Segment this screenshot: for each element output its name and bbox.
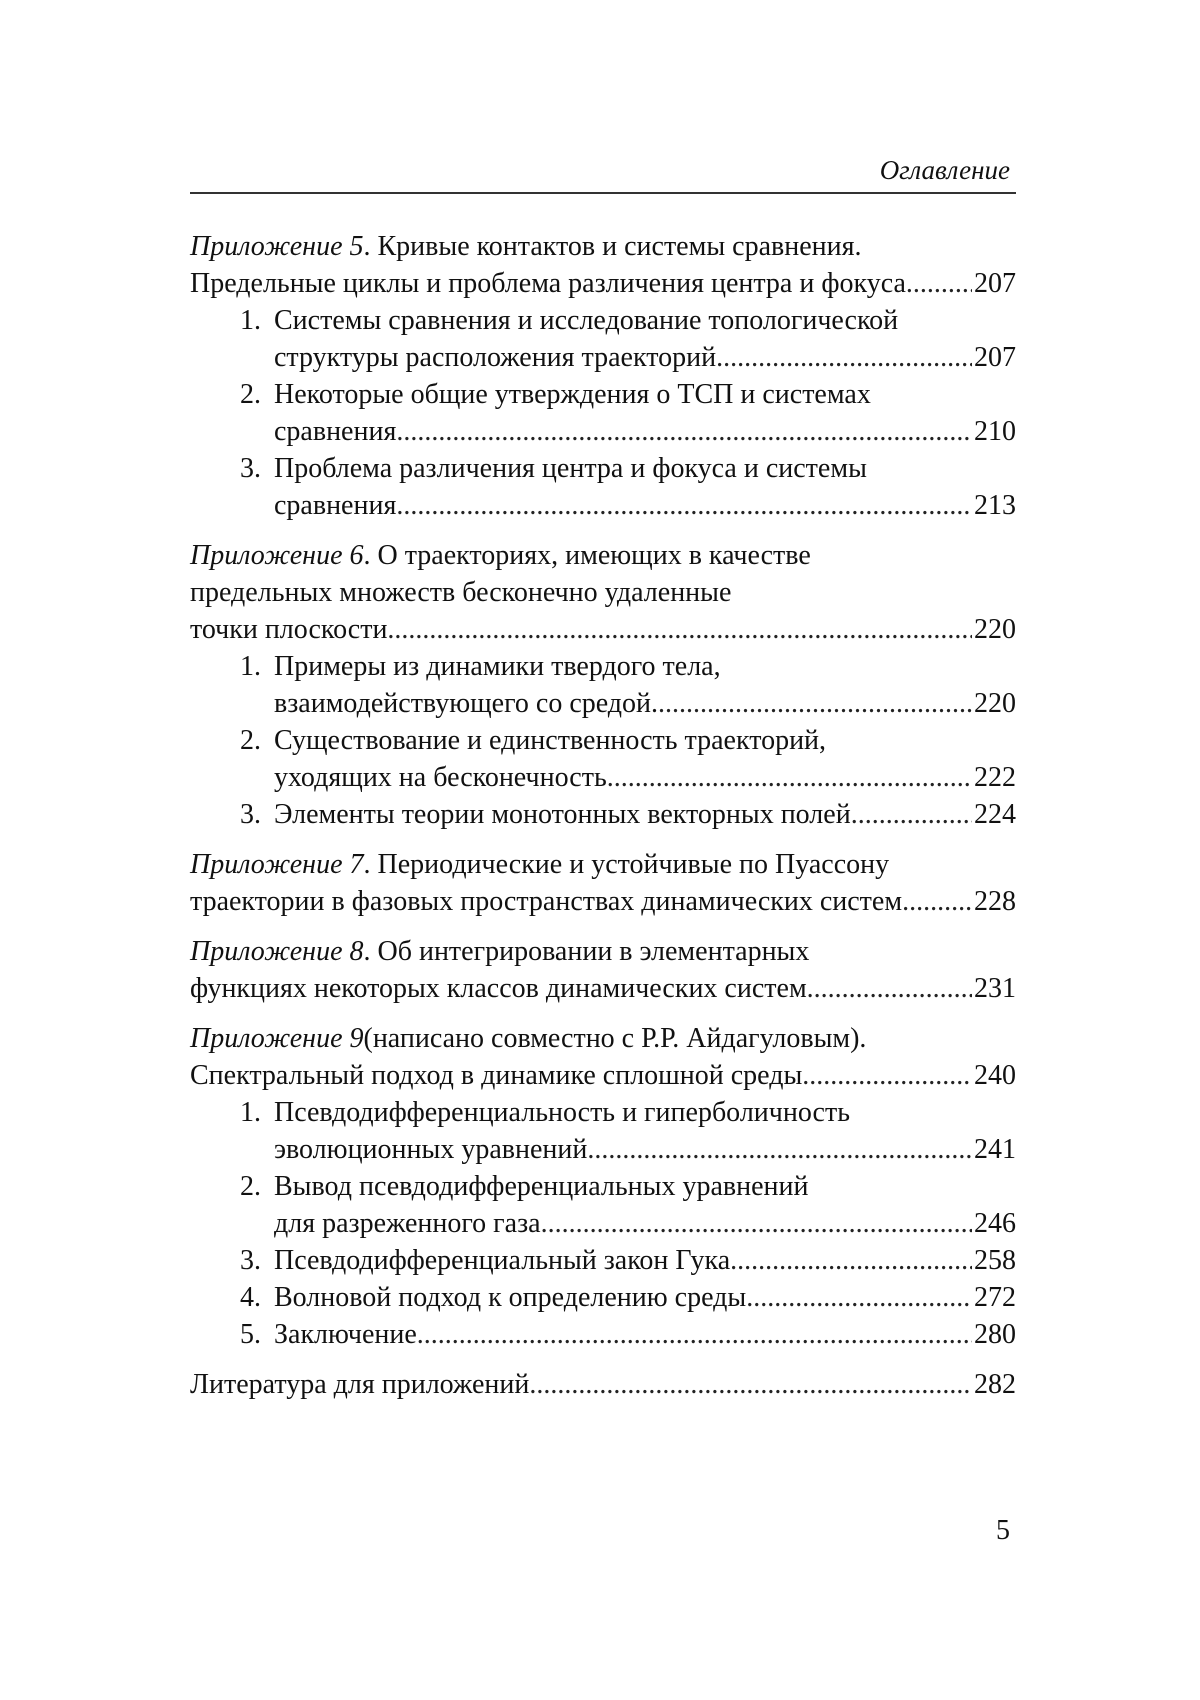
toc-section-appendix-7	[190, 846, 1016, 920]
item-title: Волновой подход к определению среды	[274, 1279, 746, 1316]
leader-dots	[902, 883, 972, 920]
page-ref[interactable]: 220	[972, 611, 1016, 648]
section-title: предельных множеств бесконечно удаленные	[190, 574, 731, 611]
item-title: Некоторые общие утверждения о ТСП и системах	[274, 376, 871, 413]
toc-section-appendix-5	[190, 228, 1016, 524]
leader-dots	[541, 1205, 972, 1242]
section-title: функциях некоторых классов динамических систем	[190, 970, 807, 1007]
page-ref[interactable]: 258	[972, 1242, 1016, 1279]
toc-item	[190, 450, 1016, 524]
page-ref[interactable]: 280	[972, 1316, 1016, 1353]
leader-dots	[906, 265, 972, 302]
page-ref[interactable]: 207	[972, 339, 1016, 376]
section-title: Спектральный подход в динамике сплошной среды	[190, 1057, 802, 1094]
page-ref[interactable]: 272	[972, 1279, 1016, 1316]
leader-dots	[730, 1242, 972, 1279]
leader-dots	[607, 759, 972, 796]
page-ref[interactable]: 282	[972, 1366, 1016, 1403]
leader-dots	[802, 1057, 972, 1094]
page-ref[interactable]: 228	[972, 883, 1016, 920]
page-ref[interactable]: 246	[972, 1205, 1016, 1242]
running-head: Оглавление	[190, 152, 1010, 188]
item-number: 3.	[240, 1242, 274, 1279]
page-ref[interactable]: 213	[972, 487, 1016, 524]
item-title: уходящих на бесконечность	[274, 759, 607, 796]
page-ref[interactable]: 224	[972, 796, 1016, 833]
item-title: структуры расположения траекторий	[274, 339, 716, 376]
item-title: эволюционных уравнений	[274, 1131, 587, 1168]
table-of-contents	[190, 228, 1016, 1416]
appendix-label: Приложение 6	[190, 537, 364, 574]
item-title: Примеры из динамики твердого тела,	[274, 648, 721, 685]
section-title: Литература для приложений	[190, 1366, 529, 1403]
page-number: 5	[996, 1513, 1010, 1549]
leader-dots	[417, 1316, 972, 1353]
section-title: . Периодические и устойчивые по Пуассону	[364, 846, 890, 883]
leader-dots	[396, 487, 972, 524]
appendix-label: Приложение 7	[190, 846, 364, 883]
item-title: Существование и единственность траекторий,	[274, 722, 826, 759]
page-ref[interactable]: 207	[972, 265, 1016, 302]
leader-dots	[851, 796, 972, 833]
section-title: Предельные циклы и проблема различения центра и фокуса	[190, 265, 906, 302]
section-title: траектории в фазовых пространствах динамических систем	[190, 883, 902, 920]
appendix-label: Приложение 9	[190, 1020, 364, 1057]
item-number: 3.	[240, 796, 274, 833]
toc-section-appendix-6	[190, 537, 1016, 833]
toc-item	[190, 648, 1016, 722]
appendix-label: Приложение 5	[190, 228, 364, 265]
item-number: 1.	[240, 302, 274, 339]
item-number: 1.	[240, 648, 274, 685]
item-number: 2.	[240, 1168, 274, 1205]
toc-item	[190, 1316, 1016, 1353]
toc-item	[190, 376, 1016, 450]
page-ref[interactable]: 241	[972, 1131, 1016, 1168]
item-number: 2.	[240, 722, 274, 759]
item-title: для разреженного газа	[274, 1205, 541, 1242]
item-title: Псевдодифференциальность и гиперболичность	[274, 1094, 850, 1131]
header-rule	[190, 192, 1016, 194]
item-title: сравнения	[274, 487, 396, 524]
toc-section-appendix-8	[190, 933, 1016, 1007]
item-title: Заключение	[274, 1316, 417, 1353]
item-number: 5.	[240, 1316, 274, 1353]
appendix-label: Приложение 8	[190, 933, 364, 970]
toc-section-literature	[190, 1366, 1016, 1403]
item-number: 3.	[240, 450, 274, 487]
page-ref[interactable]: 220	[972, 685, 1016, 722]
section-title: (написано совместно с Р.Р. Айдагуловым).	[364, 1020, 867, 1057]
section-title: . Кривые контактов и системы сравнения.	[364, 228, 862, 265]
toc-section-appendix-9	[190, 1020, 1016, 1353]
item-number: 1.	[240, 1094, 274, 1131]
leader-dots	[807, 970, 972, 1007]
item-title: Системы сравнения и исследование топологической	[274, 302, 898, 339]
toc-item	[190, 796, 1016, 833]
item-title: Проблема различения центра и фокуса и системы	[274, 450, 867, 487]
item-title: Псевдодифференциальный закон Гука	[274, 1242, 730, 1279]
section-title: точки плоскости	[190, 611, 387, 648]
page	[0, 0, 1200, 1700]
toc-item	[190, 1168, 1016, 1242]
toc-item	[190, 1242, 1016, 1279]
section-title: . О траекториях, имеющих в качестве	[364, 537, 811, 574]
leader-dots	[658, 685, 972, 722]
leader-dots	[529, 1366, 972, 1403]
leader-dots	[387, 611, 972, 648]
item-title: сравнения	[274, 413, 396, 450]
leader-dots	[716, 339, 972, 376]
toc-item	[190, 1279, 1016, 1316]
leader-dots	[746, 1279, 972, 1316]
item-number: 4.	[240, 1279, 274, 1316]
toc-item	[190, 1094, 1016, 1168]
leader-dots	[587, 1131, 972, 1168]
page-ref[interactable]: 240	[972, 1057, 1016, 1094]
toc-item	[190, 302, 1016, 376]
toc-item	[190, 722, 1016, 796]
section-title: . Об интегрировании в элементарных	[364, 933, 810, 970]
item-title: Вывод псевдодифференциальных уравнений	[274, 1168, 809, 1205]
page-ref[interactable]: 210	[972, 413, 1016, 450]
item-title: взаимодействующего со средой.	[274, 685, 658, 722]
page-ref[interactable]: 231	[972, 970, 1016, 1007]
item-number: 2.	[240, 376, 274, 413]
item-title: Элементы теории монотонных векторных полей	[274, 796, 851, 833]
page-ref[interactable]: 222	[972, 759, 1016, 796]
leader-dots	[396, 413, 972, 450]
